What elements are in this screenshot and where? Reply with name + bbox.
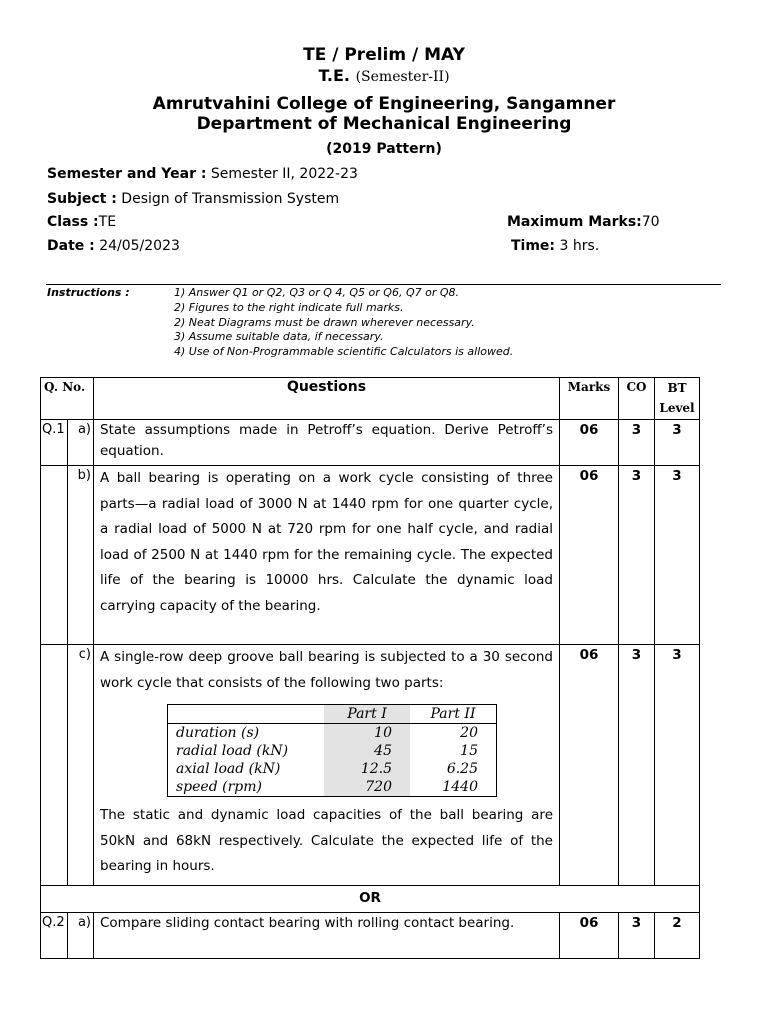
- question-bt: 3: [655, 466, 700, 645]
- instruction-item: 2) Neat Diagrams must be drawn wherever necessary.: [174, 315, 475, 329]
- param-label: axial load (kN): [176, 761, 281, 777]
- question-text: A ball bearing is operating on a work cycle consisting of three parts—a radial load of 3000 N at 1440 rpm for one quarter cycle, a radial load of 5000 N at 720 rpm for one half cycle, and radial load of 2500 N at 1440 rpm for the remaining cycle. The expected life of the bearing is 10000 hrs. Calculate the dynamic load carrying capacity of the bearing.: [94, 466, 560, 645]
- header-divider: [46, 284, 721, 285]
- table-row: [41, 420, 700, 466]
- bt-header-line1: BT: [667, 381, 687, 395]
- question-part: c): [68, 645, 94, 886]
- question-number: Q.1: [41, 420, 68, 466]
- table-row: [41, 645, 700, 886]
- date-line: [47, 238, 180, 254]
- questions-table: [40, 377, 700, 959]
- semester-value: Semester II, 2022-23: [210, 166, 358, 182]
- marks-line: [507, 214, 660, 230]
- table-row: [168, 778, 497, 797]
- part-2-value: 15: [460, 743, 478, 759]
- work-cycle-corner: [168, 705, 325, 724]
- table-row: [168, 760, 497, 778]
- question-bt: 3: [655, 420, 700, 466]
- or-separator: OR: [41, 886, 700, 913]
- class-label: Class :: [47, 214, 99, 230]
- qno-header: Q. No.: [41, 378, 94, 420]
- course-code: T.E.: [318, 66, 351, 85]
- table-row: [41, 913, 700, 959]
- instructions-label: Instructions :: [47, 286, 130, 299]
- date-value: 24/05/2023: [99, 238, 180, 254]
- question-part: a): [68, 420, 94, 466]
- question-co: 3: [619, 645, 655, 886]
- class-value: TE: [98, 214, 117, 230]
- question-number: [41, 645, 68, 886]
- class-line: [47, 214, 116, 230]
- instruction-item: 2) Figures to the right indicate full marks.: [174, 300, 404, 314]
- question-bt: 3: [655, 645, 700, 886]
- question-marks: 06: [560, 466, 619, 645]
- param-label: speed (rpm): [176, 779, 262, 795]
- question-text: State assumptions made in Petroff’s equation. Derive Petroff’s equation.: [94, 420, 560, 466]
- exam-title: TE / Prelim / MAY: [303, 45, 465, 65]
- instructions-list: [174, 286, 513, 360]
- part-2-header: Part II: [410, 705, 497, 724]
- part-1-value: 10: [324, 724, 410, 743]
- work-cycle-table: [167, 704, 497, 797]
- instruction-item: 4) Use of Non-Programmable scientific Calculators is allowed.: [174, 345, 514, 359]
- question-part: a): [68, 913, 94, 959]
- department-name: Department of Mechanical Engineering: [196, 114, 572, 134]
- part-1-header: Part I: [324, 705, 410, 724]
- part-2-value: 20: [460, 725, 478, 741]
- date-label: Date :: [47, 238, 95, 254]
- max-marks-value: 70: [641, 214, 660, 230]
- college-name: Amrutvahini College of Engineering, Sangamner: [152, 94, 616, 114]
- part-1-value: 720: [324, 778, 410, 797]
- question-co: 3: [619, 913, 655, 959]
- max-marks-label: Maximum Marks:: [507, 214, 642, 230]
- semester-subtitle: (Semester-II): [355, 69, 450, 85]
- semester-label: Semester and Year :: [47, 166, 207, 182]
- instruction-item: 1) Answer Q1 or Q2, Q3 or Q 4, Q5 or Q6, Q7 or Q8.: [174, 286, 460, 299]
- table-row: [168, 724, 497, 743]
- question-text: A single-row deep groove ball bearing is subjected to a 30 second work cycle that consists of the following two parts:: [100, 649, 553, 691]
- time-line: [511, 238, 599, 254]
- part-1-value: 12.5: [324, 760, 410, 778]
- questions-header: Questions: [94, 378, 560, 420]
- work-cycle-header-row: [168, 705, 497, 724]
- part-1-value: 45: [324, 742, 410, 760]
- or-row: [41, 886, 700, 913]
- question-marks: 06: [560, 913, 619, 959]
- part-2-value: 6.25: [446, 761, 478, 777]
- course-title: [0, 66, 768, 85]
- question-text-continued: The static and dynamic load capacities of the ball bearing are 50kN and 68kN respectively. Calculate the expected life of the bearing in hours.: [100, 807, 553, 874]
- question-co: 3: [619, 466, 655, 645]
- bt-header-line2: Level: [659, 401, 695, 415]
- bt-level-header: [655, 378, 700, 420]
- table-row: [41, 466, 700, 645]
- question-marks: 06: [560, 645, 619, 886]
- table-header-row: [41, 378, 700, 420]
- param-label: duration (s): [176, 725, 260, 741]
- semester-line: [47, 166, 358, 182]
- table-row: [168, 742, 497, 760]
- part-2-value: 1440: [442, 779, 478, 795]
- question-number: [41, 466, 68, 645]
- time-label: Time:: [511, 238, 556, 254]
- question-co: 3: [619, 420, 655, 466]
- time-value: 3 hrs.: [559, 238, 600, 254]
- co-header: CO: [619, 378, 655, 420]
- question-text: Compare sliding contact bearing with rolling contact bearing.: [94, 913, 560, 959]
- question-text-cell: [94, 645, 560, 886]
- question-part: b): [68, 466, 94, 645]
- question-bt: 2: [655, 913, 700, 959]
- subject-line: [47, 191, 339, 207]
- subject-value: Design of Transmission System: [121, 191, 340, 207]
- question-marks: 06: [560, 420, 619, 466]
- question-number: Q.2: [41, 913, 68, 959]
- param-label: radial load (kN): [176, 743, 289, 759]
- instruction-item: 3) Assume suitable data, if necessary.: [174, 330, 384, 344]
- pattern-label: (2019 Pattern): [326, 141, 442, 157]
- subject-label: Subject :: [47, 191, 117, 207]
- marks-header: Marks: [560, 378, 619, 420]
